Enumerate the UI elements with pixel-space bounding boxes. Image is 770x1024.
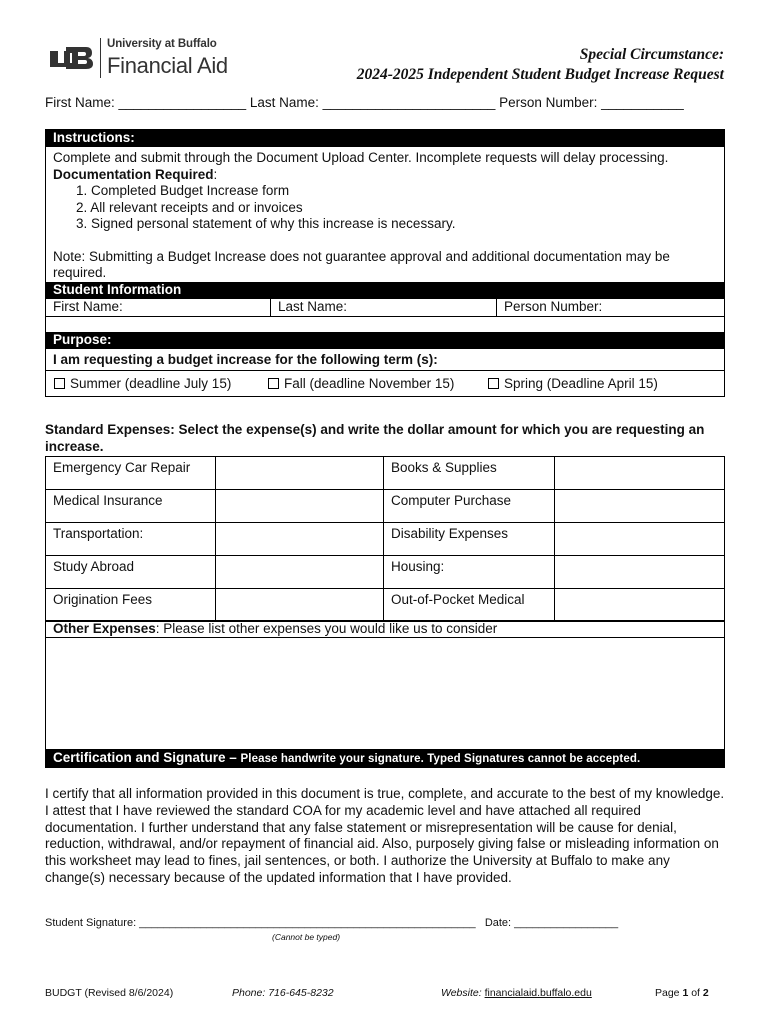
- term-label: Spring (Deadline April 15): [504, 375, 658, 391]
- signature-line[interactable]: Student Signature: _______________________________________________________ Date: _________________: [45, 917, 619, 929]
- name-line[interactable]: First Name: _________________ Last Name: _______________________ Person Number: ___________: [45, 95, 684, 110]
- purpose-question: I am requesting a budget increase for the following term (s):: [46, 349, 724, 371]
- expense-amount-field[interactable]: [216, 490, 384, 523]
- certification-subheading: Please handwrite your signature. Typed Signatures cannot be accepted.: [240, 753, 641, 765]
- expense-amount-field[interactable]: [555, 589, 725, 622]
- table-row: [46, 556, 725, 589]
- term-options: [46, 371, 724, 396]
- expense-label: Out-of-Pocket Medical: [384, 589, 555, 622]
- other-expenses-label: Other Expenses: [53, 621, 156, 636]
- instructions-line: Complete and submit through the Document Upload Center. Incomplete requests will delay processing.: [53, 150, 669, 165]
- footer-website-label: Website:: [441, 987, 485, 999]
- page-of: of: [688, 987, 703, 999]
- logo-department-name: Financial Aid: [107, 52, 228, 78]
- expense-amount-field[interactable]: [555, 490, 725, 523]
- checkbox-icon[interactable]: [488, 378, 499, 389]
- expense-amount-field[interactable]: [216, 523, 384, 556]
- footer-phone: Phone: 716-645-8232: [232, 987, 334, 999]
- title-line-1: Special Circumstance:: [579, 46, 724, 63]
- standard-expenses-table: [45, 456, 725, 622]
- list-item: 2. All relevant receipts and or invoices: [76, 199, 303, 215]
- expense-label: Housing:: [384, 556, 555, 589]
- student-info-heading: Student Information: [46, 282, 724, 299]
- documentation-required-label: Documentation Required: [53, 166, 214, 182]
- person-number-field[interactable]: Person Number:: [504, 298, 603, 314]
- expense-label: Medical Insurance: [46, 490, 216, 523]
- expense-amount-field[interactable]: [216, 556, 384, 589]
- expense-label: Books & Supplies: [384, 457, 555, 490]
- table-row: [46, 490, 725, 523]
- documentation-required: [46, 167, 724, 184]
- form-title: [357, 45, 724, 85]
- term-option-fall[interactable]: [268, 371, 454, 397]
- standard-expenses-heading: Standard Expenses: Select the expense(s) and write the dollar amount for which you are requesting an increase.: [45, 422, 705, 454]
- instructions-section: [45, 129, 725, 397]
- page-total: 2: [702, 987, 709, 999]
- other-expenses-field[interactable]: [46, 638, 724, 750]
- certification-heading-bar: [46, 749, 724, 767]
- signature-note: (Cannot be typed): [272, 932, 341, 942]
- other-expenses-section: [45, 620, 725, 768]
- expense-amount-field[interactable]: [555, 523, 725, 556]
- expense-label: Disability Expenses: [384, 523, 555, 556]
- page-prefix: Page: [655, 987, 683, 999]
- documentation-colon: :: [213, 166, 218, 182]
- student-info-row: [46, 299, 724, 316]
- term-option-summer[interactable]: [54, 371, 231, 397]
- other-expenses-header: [46, 621, 724, 638]
- expense-amount-field[interactable]: [216, 589, 384, 622]
- logo-divider: [100, 38, 101, 78]
- checkbox-icon[interactable]: [268, 378, 279, 389]
- purpose-heading: Purpose:: [46, 332, 724, 349]
- checkbox-icon[interactable]: [54, 378, 65, 389]
- first-name-field[interactable]: First Name:: [46, 299, 271, 316]
- instructions-note: Note: Submitting a Budget Increase does not guarantee approval and additional documentation may be required.: [53, 248, 670, 280]
- certification-statement: I certify that all information provided in this document is true, complete, and accurate to the best of my knowledge. I attest that I have reviewed the standard COA for my academic level and have attached all required documentation. I further understand that any false statement or misrepresentation will be cause for denial, reduction, withdrawal, and/or repayment of financial aid. Also, purposely giving false or misleading information on this worksheet may lead to fines, jail sentences, or both. I authorize the University at Buffalo to make any change(s) necessary because of the updated information that I have provided.: [45, 786, 725, 885]
- term-label: Summer (deadline July 15): [70, 375, 232, 391]
- footer-form-id: BUDGT (Revised 8/6/2024): [45, 987, 174, 999]
- last-name-field[interactable]: Last Name:: [271, 299, 497, 316]
- title-line-2: 2024-2025 Independent Student Budget Increase Request: [356, 66, 724, 83]
- instructions-heading: Instructions:: [46, 130, 724, 147]
- certification-heading: Certification and Signature –: [53, 750, 241, 765]
- university-logo: [48, 38, 228, 78]
- expense-amount-field[interactable]: [216, 457, 384, 490]
- expense-label: Emergency Car Repair: [46, 457, 216, 490]
- table-row: [46, 589, 725, 622]
- expense-amount-field[interactable]: [555, 457, 725, 490]
- ub-logo-icon: [48, 45, 94, 71]
- term-label: Fall (deadline November 15): [284, 375, 455, 391]
- page-current: 1: [682, 987, 689, 999]
- footer-page-number: [655, 987, 709, 999]
- table-row: [46, 523, 725, 556]
- list-item: 3. Signed personal statement of why this increase is necessary.: [76, 216, 456, 231]
- expense-label: Study Abroad: [46, 556, 216, 589]
- footer-website: [441, 987, 592, 999]
- table-row: [46, 457, 725, 490]
- documentation-list: [46, 183, 724, 233]
- other-expenses-text: : Please list other expenses you would like us to consider: [155, 621, 498, 636]
- website-link[interactable]: financialaid.buffalo.edu: [484, 987, 592, 999]
- expense-label: Transportation:: [46, 523, 216, 556]
- expense-amount-field[interactable]: [555, 556, 725, 589]
- expense-label: Computer Purchase: [384, 490, 555, 523]
- expense-label: Origination Fees: [46, 589, 216, 622]
- logo-university-name: University at Buffalo: [107, 38, 217, 51]
- term-option-spring[interactable]: [488, 371, 658, 397]
- list-item: 1. Completed Budget Increase form: [76, 183, 290, 198]
